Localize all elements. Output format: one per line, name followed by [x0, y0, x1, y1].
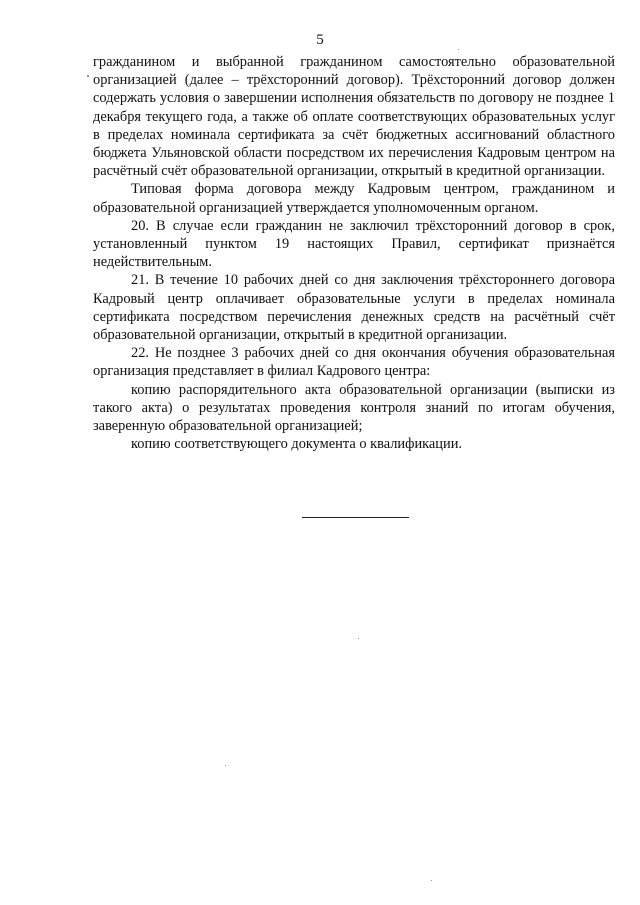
end-separator-line	[302, 517, 409, 518]
document-body	[93, 53, 615, 453]
paragraph-standard-form: Типовая форма договора между Кадровым центром, гражданином и образовательной организацией утверждается уполномоченным органом.	[93, 181, 615, 216]
scan-speck	[225, 765, 226, 766]
paragraph-qualification-copy: копию соответствующего документа о квалификации.	[131, 436, 463, 453]
paragraph-order-copy: копию распорядительного акта образовательной организации (выписки из такого акта) о результатах проведения контроля знаний по итогам обучения, заверенную образовательной организацией;	[93, 381, 615, 435]
scan-speck	[458, 49, 459, 50]
paragraph-item-20: 20. В случае если гражданин не заключил трёхсторонний договор в срок, установленный пунктом 19 настоящих Правил, сертификат признаётся недействительным.	[93, 217, 615, 271]
paragraph-item-22: 22. Не позднее 3 рабочих дней со дня окончания обучения образовательная организация представляет в филиал Кадрового центра:	[93, 345, 615, 380]
paragraph-item-21: 21. В течение 10 рабочих дней со дня заключения трёхстороннего договора Кадровый центр оплачивает образовательные услуги в пределах номинала сертификата посредством перечисления денежных средств на расчётный счёт образовательной организации, открытый в кредитной организации.	[93, 272, 615, 344]
page-number: 5	[316, 32, 324, 48]
paragraph-contract-terms: гражданином и выбранной гражданином самостоятельно образовательной организацией (далее – трёхсторонний договор). Трёхсторонний договор должен содержать условия о завершении исполнения обязательств по договору не позднее 1 декабря текущего года, а также об оплате соответствующих образовательных услуг в пределах номинала сертификата за счёт бюджетных ассигнований областного бюджета Ульяновской области посредством их перечисления Кадровым центром на расчётный счёт образовательной организации, открытый в кредитной организации.	[93, 54, 615, 180]
scan-speck	[431, 880, 432, 881]
scan-speck	[358, 638, 359, 639]
scan-speck	[87, 75, 89, 77]
